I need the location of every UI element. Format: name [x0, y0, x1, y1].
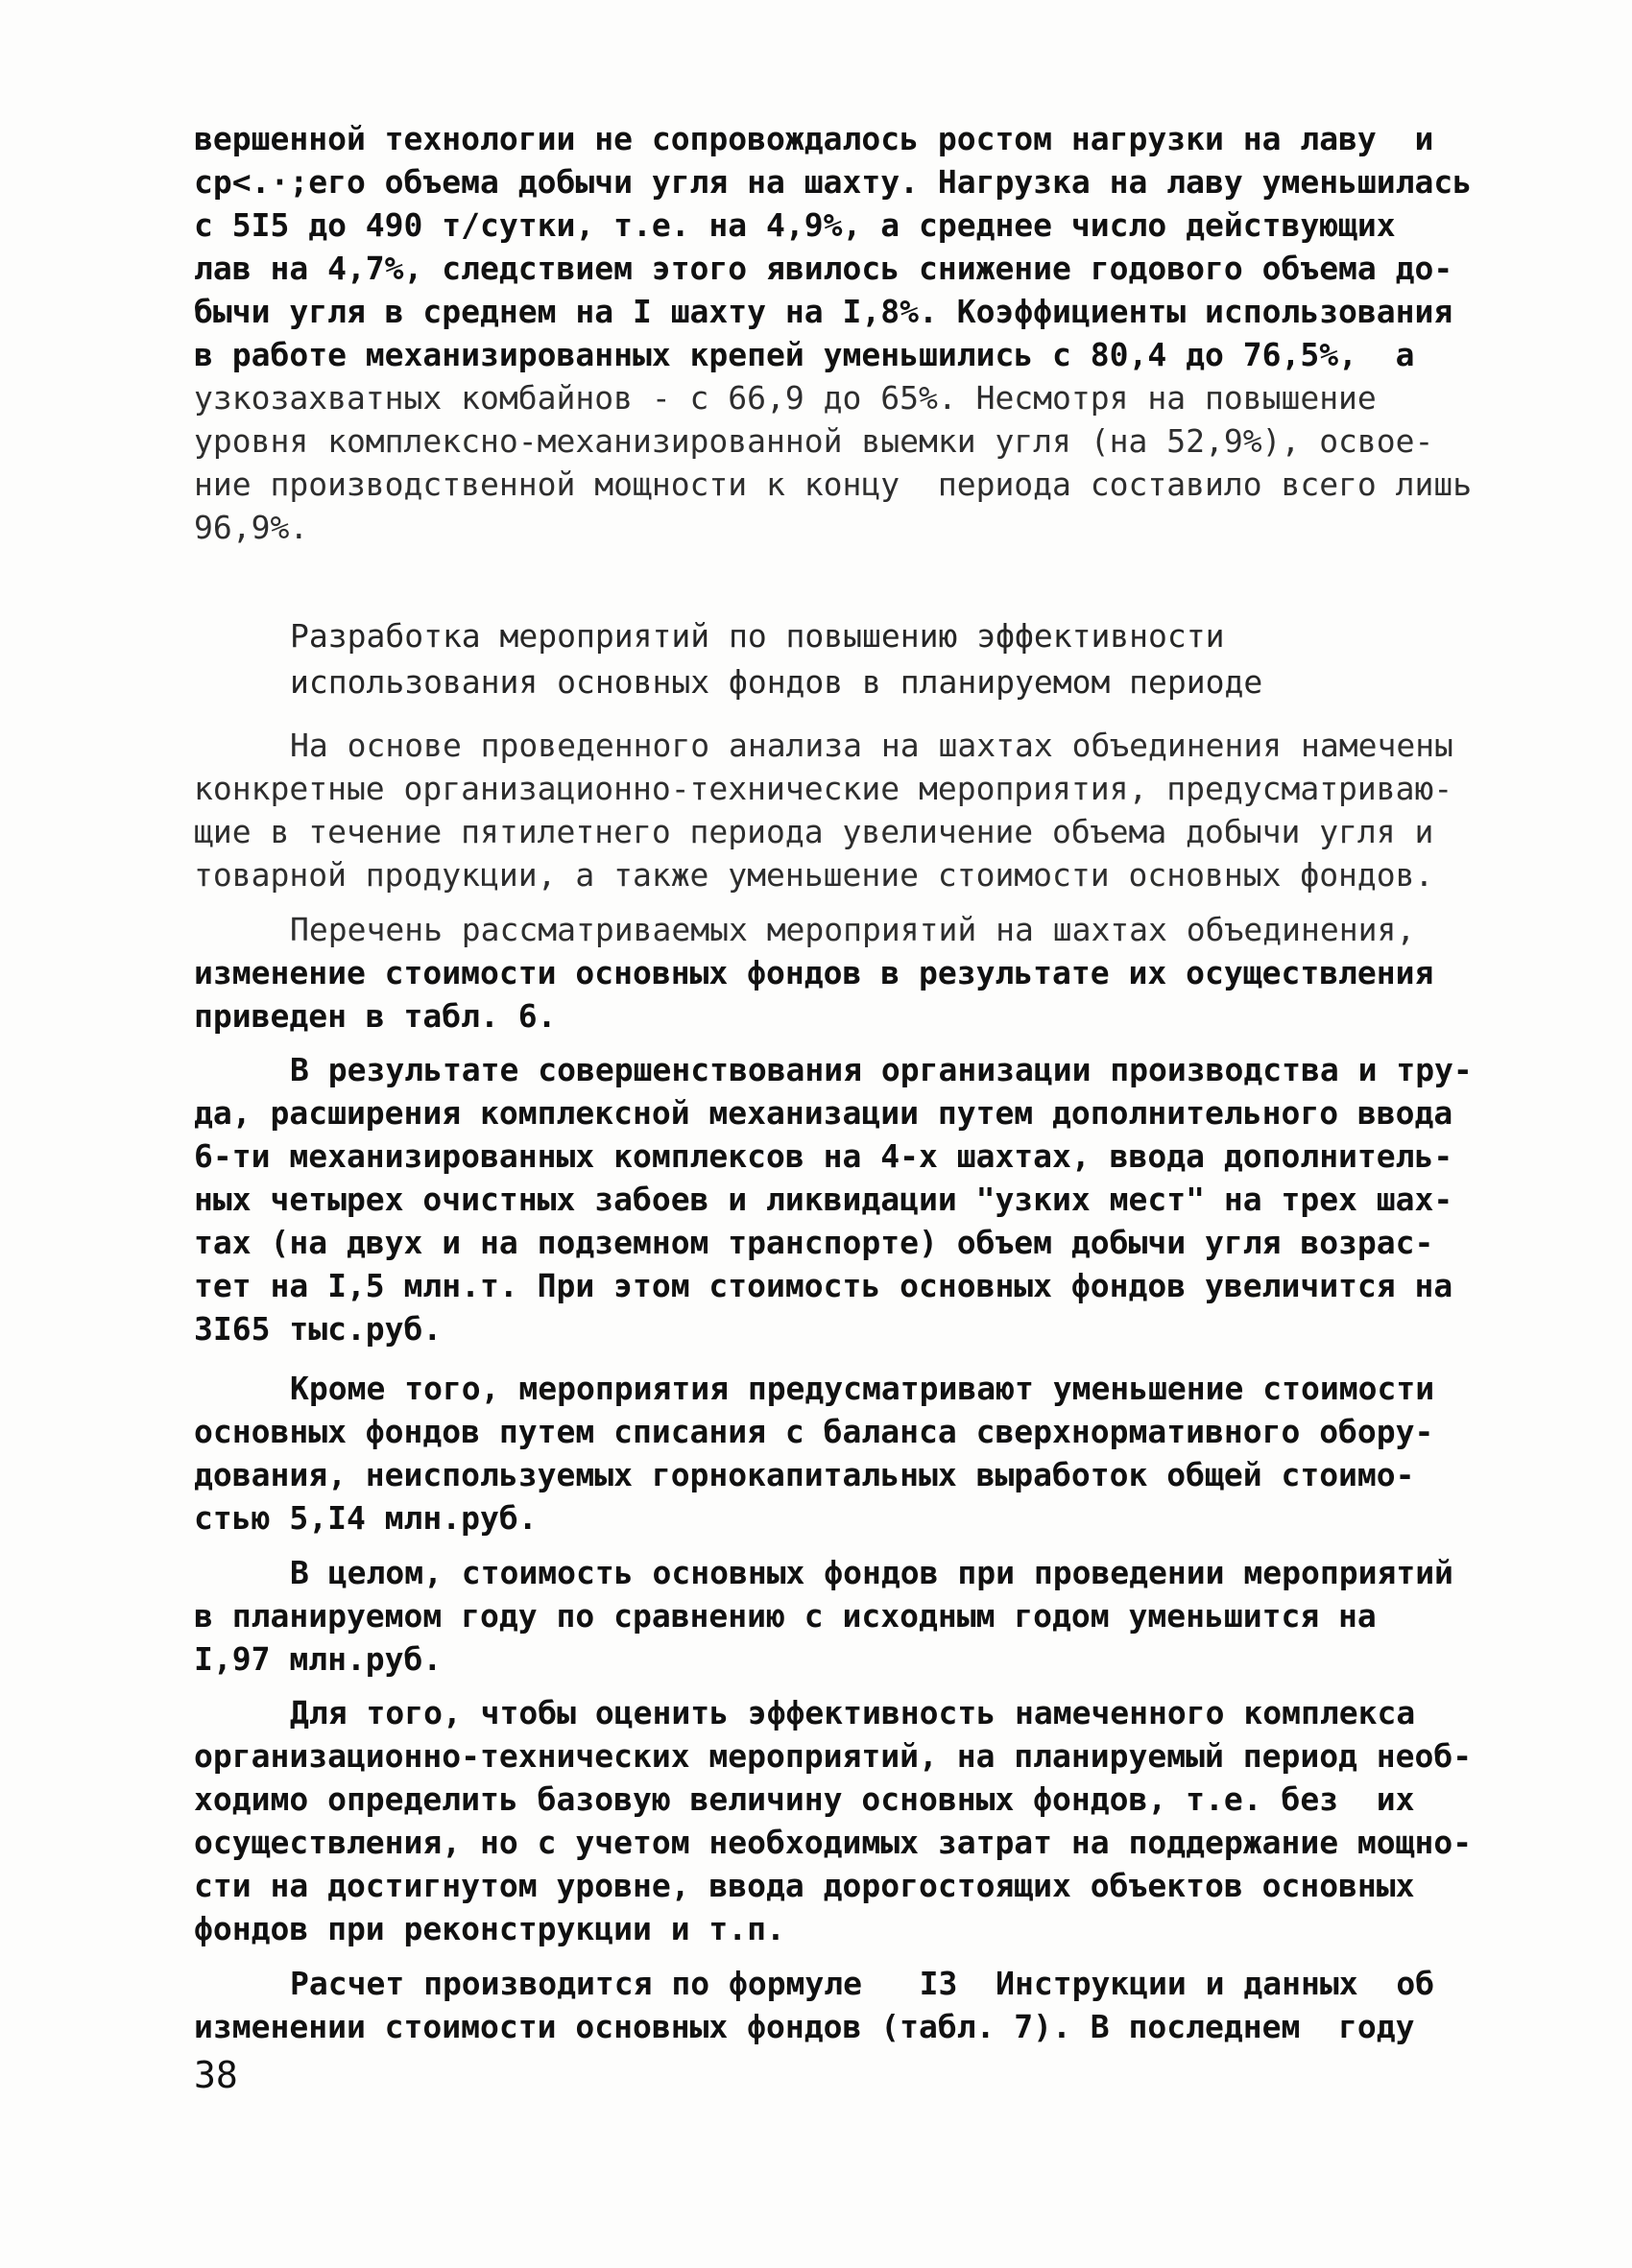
text-line: уровня комплексно-механизированной выемки угля (на 52,9%), освое-	[194, 422, 1434, 460]
text-line: тах (на двух и на подземном транспорте) объем добычи угля возрас-	[194, 1224, 1434, 1261]
text-line: осуществления, но с учетом необходимых затрат на поддержание мощно-	[194, 1824, 1473, 1861]
text-line: фондов при реконструкции и т.п.	[194, 1910, 785, 1947]
text-line: 6-ти механизированных комплексов на 4-х шахтах, ввода дополнитель-	[194, 1137, 1453, 1175]
text-line: тет на I,5 млн.т. При этом стоимость основных фондов увеличится на	[194, 1267, 1453, 1304]
text-line: В результате совершенствования организации производства и тру-	[290, 1051, 1473, 1088]
text-line: с 5I5 до 490 т/сутки, т.е. на 4,9%, а среднее число действующих	[194, 206, 1396, 244]
text-line: дования, неиспользуемых горнокапитальных выработок общей стоимо-	[194, 1456, 1415, 1493]
text-line: да, расширения комплексной механизации путем дополнительного ввода	[194, 1094, 1453, 1132]
text-line: основных фондов путем списания с баланса сверхнормативного обору-	[194, 1413, 1434, 1450]
text-line: организационно-технических мероприятий, на планируемый период необ-	[194, 1737, 1473, 1775]
text-line: бычи угля в среднем на I шахту на I,8%. Коэффициенты использования	[194, 293, 1453, 330]
text-line: ние производственной мощности к концу периода составило всего лишь	[194, 466, 1473, 503]
text-line: Расчет производится по формуле I3 Инструкции и данных об	[290, 1965, 1435, 2002]
text-line: стью 5,I4 млн.руб.	[194, 1499, 538, 1537]
text-line: Кроме того, мероприятия предусматривают уменьшение стоимости	[290, 1370, 1435, 1407]
text-line: В целом, стоимость основных фондов при проведении мероприятий	[290, 1554, 1453, 1591]
page-number: 38	[194, 2054, 238, 2096]
text-line: узкозахватных комбайнов - с 66,9 до 65%. Несмотря на повышение	[194, 379, 1377, 417]
text-line: товарной продукции, а также уменьшение стоимости основных фондов.	[194, 856, 1434, 894]
text-line: приведен в табл. 6.	[194, 997, 557, 1035]
text-line: Для того, чтобы оценить эффективность намеченного комплекса	[290, 1694, 1416, 1731]
text-line: Перечень рассматриваемых мероприятий на шахтах объединения,	[290, 911, 1416, 948]
text-line: I,97 млн.руб.	[194, 1640, 443, 1678]
text-line: конкретные организационно-технические мероприятия, предусматриваю-	[194, 770, 1453, 807]
text-line: 96,9%.	[194, 509, 309, 546]
text-line: 3I65 тыс.руб.	[194, 1310, 443, 1348]
text-line: в планируемом году по сравнению с исходным годом уменьшится на	[194, 1597, 1377, 1635]
text-line: изменении стоимости основных фондов (табл. 7). В последнем году	[194, 2008, 1415, 2045]
text-line: вершенной технологии не сопровождалось ростом нагрузки на лаву и	[194, 120, 1434, 157]
heading-line: использования основных фондов в планируемом периоде	[290, 663, 1263, 701]
text-line: сти на достигнутом уровне, ввода дорогостоящих объектов основных	[194, 1867, 1415, 1904]
text-line: в работе механизированных крепей уменьшились с 80,4 до 76,5%, а	[194, 336, 1415, 373]
heading-line: Разработка мероприятий по повышению эффективности	[290, 617, 1225, 655]
text-line: На основе проведенного анализа на шахтах объединения намечены	[290, 727, 1453, 764]
text-line: изменение стоимости основных фондов в результате их осуществления	[194, 954, 1434, 991]
text-line: лав на 4,7%, следствием этого явилось снижение годового объема до-	[194, 250, 1453, 287]
text-line: ных четырех очистных забоев и ликвидации "узких мест" на трех шах-	[194, 1181, 1453, 1218]
text-line: ходимо определить базовую величину основных фондов, т.е. без их	[194, 1780, 1415, 1818]
text-line: щие в течение пятилетнего периода увеличение объема добычи угля и	[194, 813, 1434, 850]
text-line: ср<.·;его объема добычи угля на шахту. Нагрузка на лаву уменьшилась	[194, 163, 1473, 201]
